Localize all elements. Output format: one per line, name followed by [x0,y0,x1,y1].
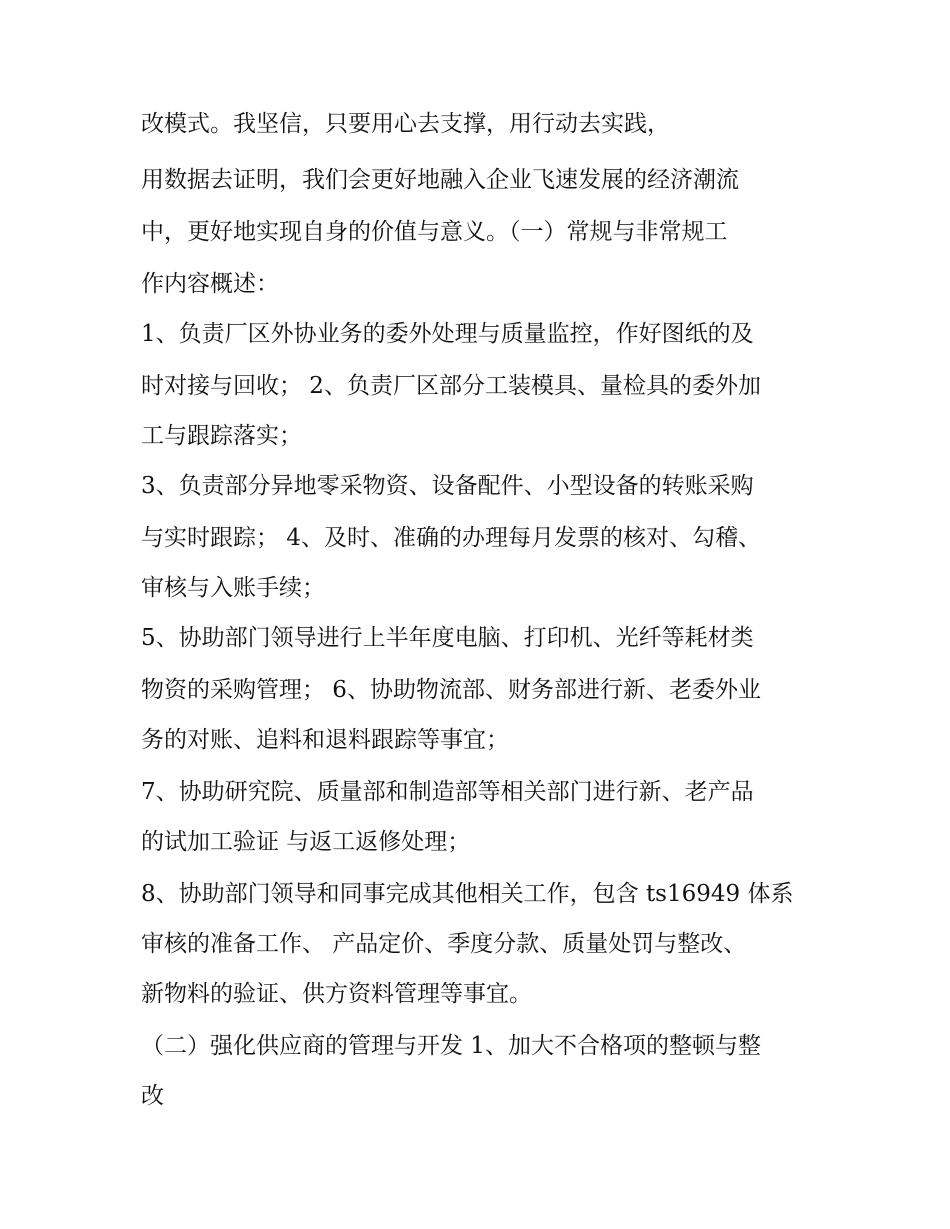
text-line-15: 的试加工验证 与返工返修处理； [141,829,471,855]
text-line-4: 作内容概述： [141,271,279,297]
text-line-9: 与实时跟踪； 4、及时、准确的办理每月发票的核对、勾稽、 [141,525,761,551]
text-line-10: 审核与入账手续； [141,575,325,601]
text-line-16: 8、协助部门领导和同事完成其他相关工作，包含 ts16949 体系 [141,881,794,907]
text-line-6: 时对接与回收； 2、负责厂区部分工装模具、量检具的委外加 [141,373,761,399]
text-line-19: （二）强化供应商的管理与开发 1、加大不合格项的整顿与整 [141,1033,761,1059]
text-line-20: 改 [141,1083,164,1109]
text-line-1: 改模式。我坚信，只要用心去支撑，用行动去实践， [141,111,670,137]
text-line-5: 1、负责厂区外协业务的委外处理与质量监控，作好图纸的及 [141,321,754,347]
text-line-12: 物资的采购管理； 6、协助物流部、财务部进行新、老委外业 [141,677,761,703]
text-line-18: 新物料的验证、供方资料管理等事宜。 [141,981,532,1007]
text-line-8: 3、负责部分异地零采物资、设备配件、小型设备的转账采购 [141,473,754,499]
text-line-11: 5、协助部门领导进行上半年度电脑、打印机、光纤等耗材类 [141,625,754,651]
text-line-2: 用数据去证明，我们会更好地融入企业飞速发展的经济潮流 [141,167,739,193]
text-line-13: 务的对账、追料和退料跟踪等事宜； [141,727,509,753]
text-line-7: 工与跟踪落实； [141,423,302,449]
text-line-3: 中，更好地实现自身的价值与意义。（一）常规与非常规工 [141,219,728,245]
text-line-14: 7、协助研究院、质量部和制造部等相关部门进行新、老产品 [141,779,754,805]
text-line-17: 审核的准备工作、 产品定价、季度分款、质量处罚与整改、 [141,931,747,957]
